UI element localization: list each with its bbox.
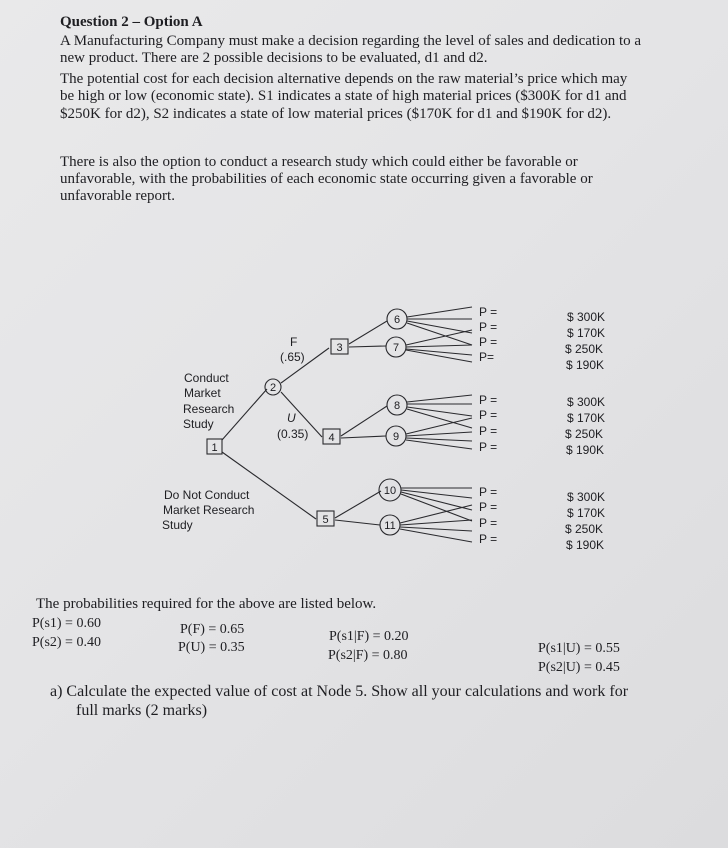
- prob-blank: P =: [479, 485, 498, 499]
- prob-F: P(F) = 0.65: [180, 622, 245, 637]
- unfavorable-prob: (0.35): [277, 427, 309, 441]
- prob-s2-given-U: P(s2|U) = 0.45: [538, 660, 620, 675]
- prob-blank: P =: [479, 408, 498, 422]
- prob-blank: P =: [479, 532, 498, 546]
- cost-value: $ 190K: [566, 538, 605, 552]
- prob-U: P(U) = 0.35: [178, 640, 245, 655]
- para1-line2: new product. There are 2 possible decisions to be evaluated, d1 and d2.: [60, 50, 488, 66]
- node-5-number: 5: [322, 514, 329, 526]
- para1-line4: be high or low (economic state). S1 indicates a state of high material prices ($300K for d1 and: [60, 88, 627, 104]
- conduct-label-1: Conduct: [184, 371, 229, 385]
- branch-3-6: [349, 321, 387, 344]
- branch-5-10: [335, 491, 381, 518]
- node-11-number: 11: [384, 520, 396, 532]
- prob-blank: P=: [479, 350, 495, 364]
- favorable-prob: (.65): [280, 350, 305, 364]
- cost-value: $ 300K: [567, 310, 606, 324]
- task-line-2: full marks (2 marks): [76, 702, 208, 719]
- node-1-number: 1: [211, 442, 218, 454]
- branch-5-11: [335, 520, 380, 525]
- para1-line1: A Manufacturing Company must make a decision regarding the level of sales and dedication to a: [60, 33, 642, 49]
- node-2-number: 2: [269, 382, 277, 394]
- branch-4-9: [341, 436, 386, 438]
- node-4-number: 4: [328, 432, 335, 444]
- fan-node6: [407, 307, 472, 345]
- para1-line5: $250K for d2), S2 indicates a state of low material prices ($170K for d1 and $190K for d2).: [60, 106, 612, 122]
- conduct-label-2: Market: [184, 386, 221, 400]
- node-8-number: 8: [393, 400, 401, 412]
- node-7-number: 7: [392, 342, 400, 354]
- prob-blank: P =: [479, 440, 498, 454]
- branch-4-8: [341, 406, 387, 436]
- para2-line2: unfavorable, with the probabilities of each economic state occurring given a favorable or: [60, 171, 593, 187]
- prob-s1-given-F: P(s1|F) = 0.20: [329, 629, 409, 644]
- branch-3-7: [349, 346, 386, 347]
- conduct-label-3: Research: [183, 402, 235, 416]
- cost-value: $ 170K: [567, 326, 606, 340]
- prob-blank: P =: [479, 516, 498, 530]
- fan-node10: [401, 488, 472, 521]
- cost-value: $ 300K: [567, 490, 606, 504]
- para1-line3: The potential cost for each decision alternative depends on the raw material’s price which may: [60, 71, 628, 87]
- prob-blank: P =: [479, 393, 498, 407]
- prob-blank: P =: [479, 320, 498, 334]
- fan-node8: [407, 395, 472, 428]
- prob-blank: P =: [479, 500, 498, 514]
- prob-blank: P =: [479, 424, 498, 438]
- fan-node7: [406, 330, 472, 362]
- cost-value: $ 300K: [567, 395, 606, 409]
- question-title: Question 2 – Option A: [60, 14, 203, 30]
- no-conduct-label-1: Do Not Conduct: [164, 488, 250, 502]
- prob-s1-given-U: P(s1|U) = 0.55: [538, 641, 620, 656]
- favorable-letter: F: [290, 335, 298, 349]
- node-9-number: 9: [392, 431, 400, 443]
- no-conduct-label-3: Study: [162, 518, 193, 532]
- node-6-number: 6: [393, 314, 401, 326]
- node-10-number: 10: [383, 485, 397, 497]
- fan-node9: [406, 418, 472, 449]
- probabilities-intro: The probabilities required for the above are listed below.: [36, 596, 377, 612]
- prob-blank: P =: [479, 335, 498, 349]
- prob-s1: P(s1) = 0.60: [32, 616, 101, 631]
- cost-value: $ 250K: [565, 522, 604, 536]
- para2-line3: unfavorable report.: [60, 188, 175, 204]
- prob-s2-given-F: P(s2|F) = 0.80: [328, 648, 408, 663]
- cost-value: $ 190K: [566, 358, 605, 372]
- cost-value: $ 170K: [567, 506, 606, 520]
- cost-value: $ 250K: [565, 427, 604, 441]
- cost-value: $ 190K: [566, 443, 605, 457]
- no-conduct-label-2: Market Research: [163, 503, 255, 517]
- prob-blank: P =: [479, 305, 498, 319]
- conduct-label-4: Study: [183, 417, 214, 431]
- node-3-number: 3: [336, 342, 343, 354]
- cost-value: $ 250K: [565, 342, 604, 356]
- prob-s2: P(s2) = 0.40: [32, 635, 101, 650]
- para2-line1: There is also the option to conduct a research study which could either be favorable or: [60, 154, 578, 170]
- unfavorable-letter: U: [287, 411, 296, 425]
- task-line-1: a) Calculate the expected value of cost at Node 5. Show all your calculations and work for: [50, 683, 629, 700]
- fan-node11: [400, 505, 472, 542]
- cost-value: $ 170K: [567, 411, 606, 425]
